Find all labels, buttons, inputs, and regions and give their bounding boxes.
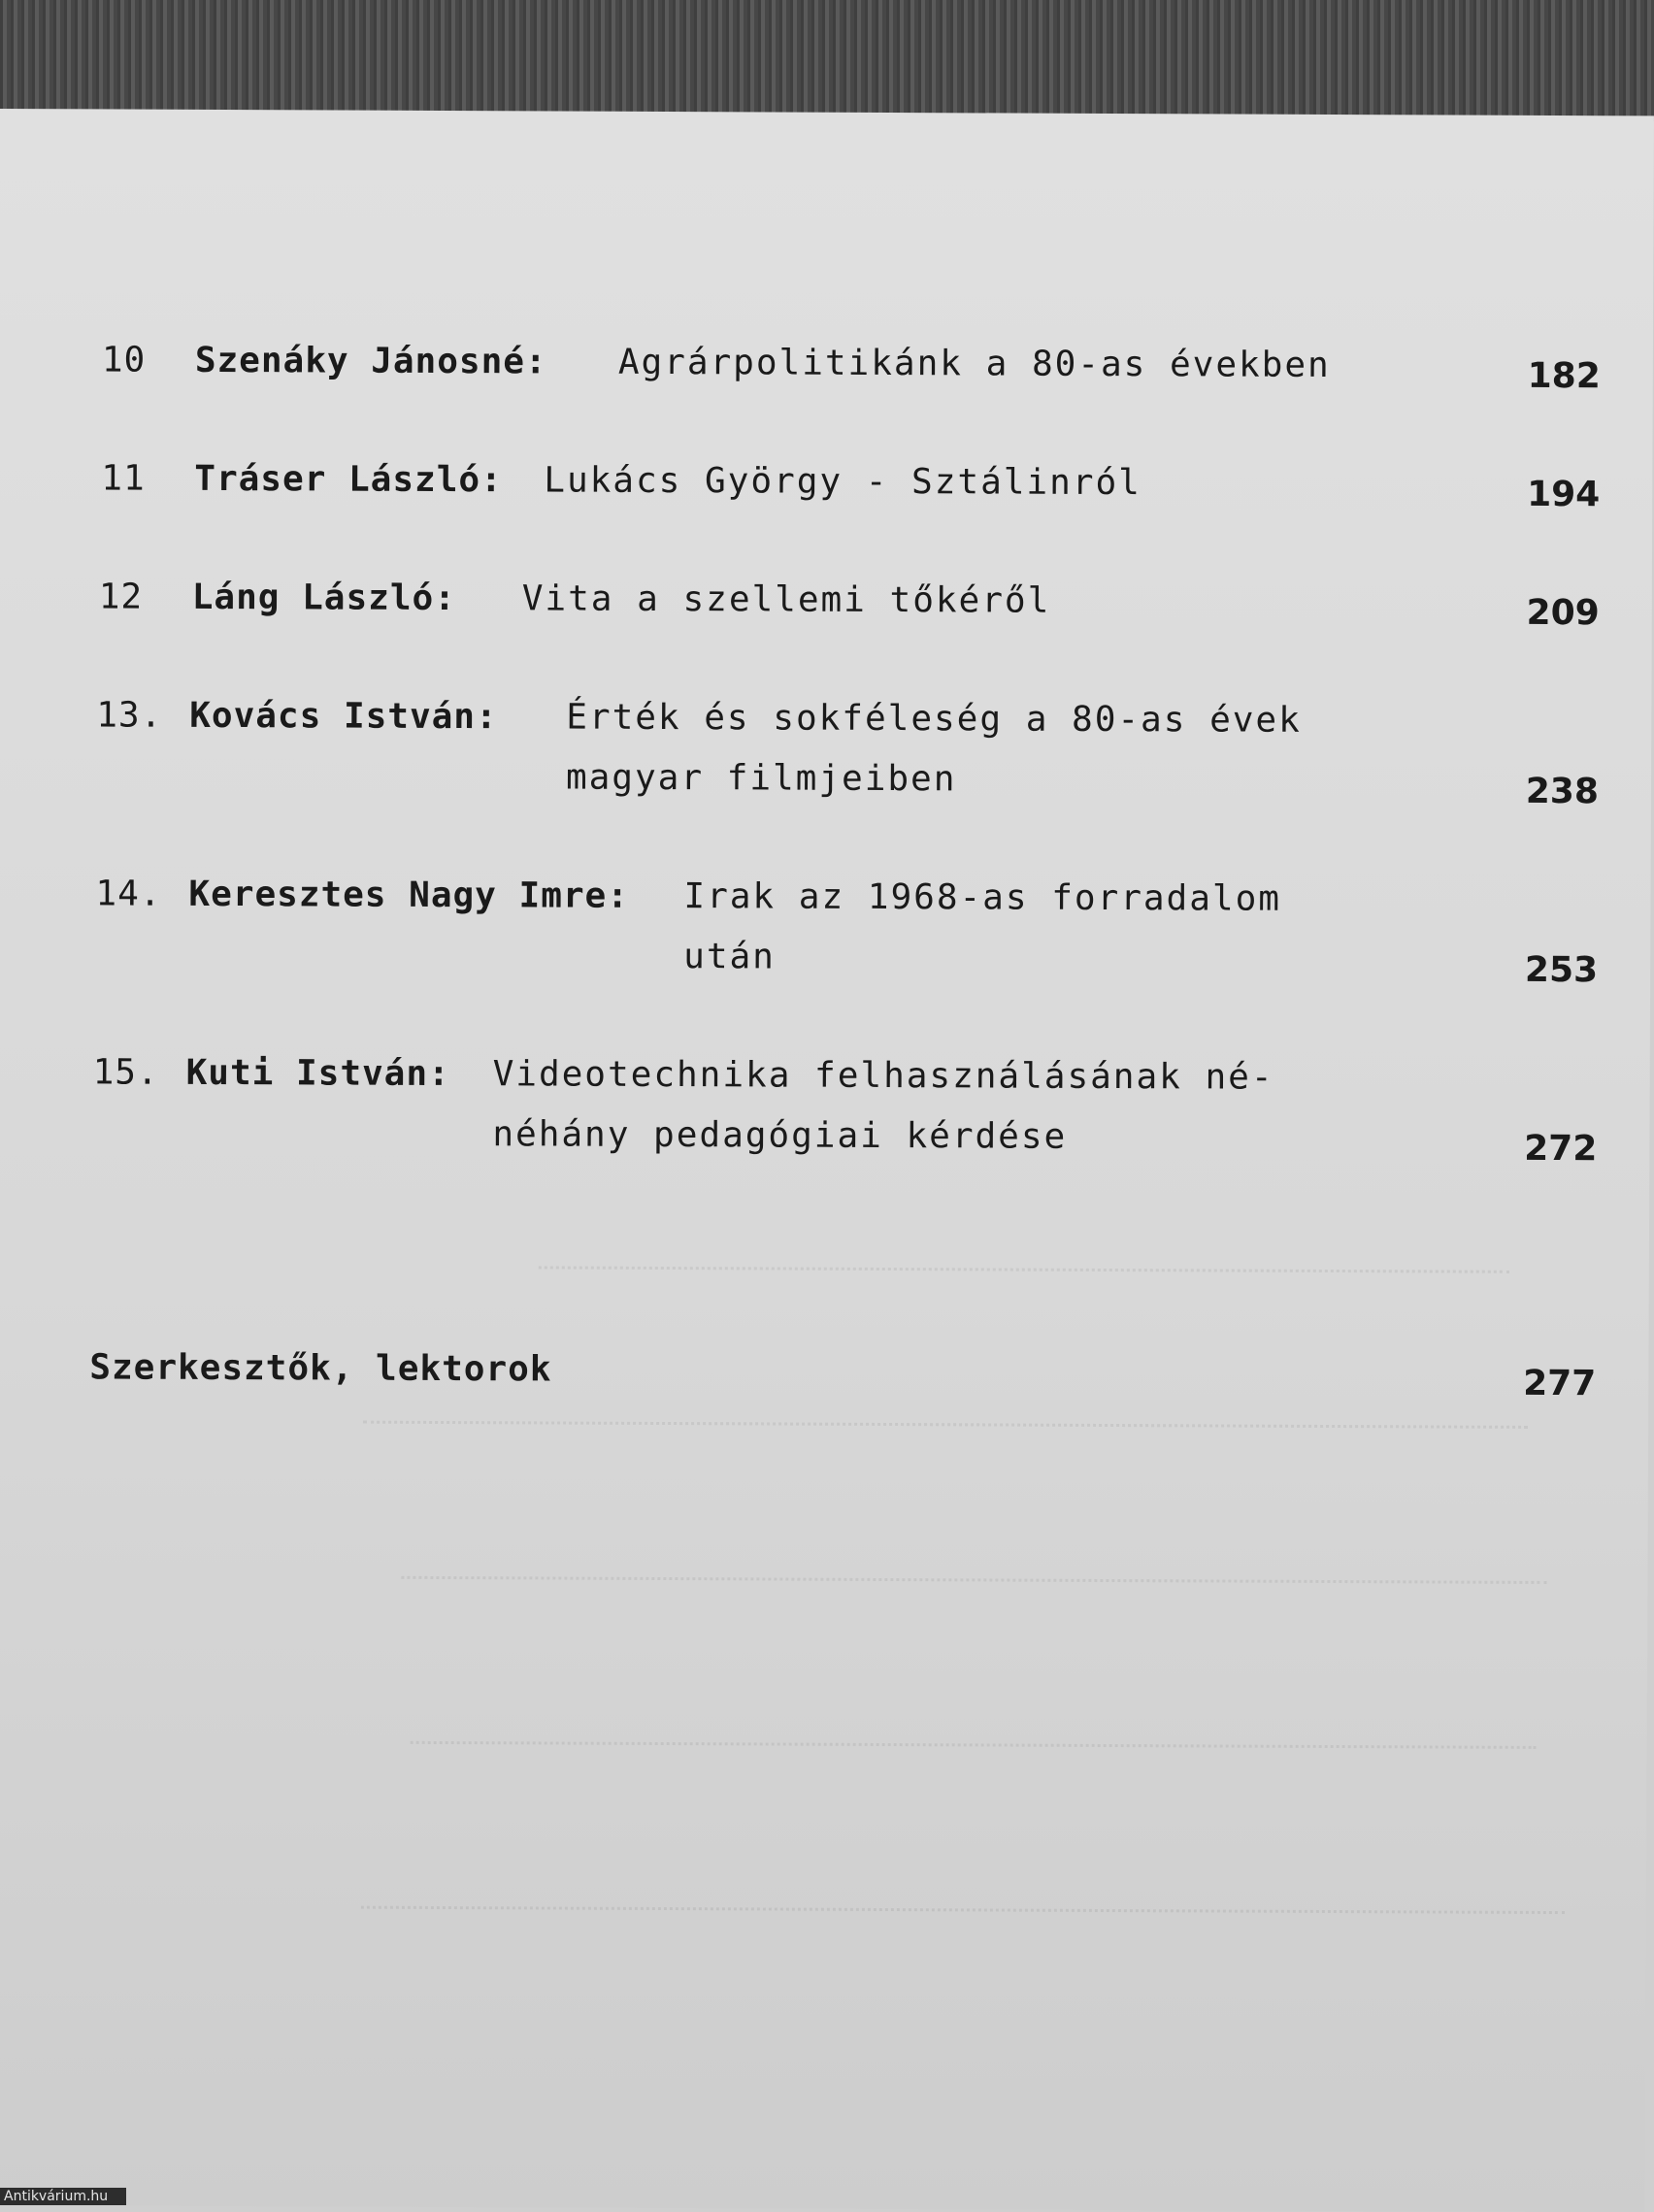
entry-author: Láng László: [191, 577, 456, 619]
entry-title-line: Lukács György - Sztálinról [544, 460, 1141, 504]
show-through-text [539, 1266, 1509, 1311]
entry-number: 11 [101, 458, 146, 499]
toc-entry [0, 1052, 1650, 1170]
entry-title-line: magyar filmjeiben [565, 757, 957, 800]
entry-author: Keresztes Nagy Imre: [188, 874, 630, 916]
entry-author: Szenáky Jánosné: [194, 340, 547, 382]
editors-label: Szerkesztők, lektorok [89, 1347, 552, 1390]
entry-number: 13. [96, 695, 163, 736]
entry-number: 12 [98, 577, 144, 617]
entry-title-line: néhány pedagógiai kérdése [492, 1114, 1068, 1157]
show-through-text [410, 1741, 1536, 1788]
toc-entry [0, 874, 1651, 991]
entry-number: 15. [92, 1052, 159, 1093]
document-page [0, 109, 1654, 2212]
entry-title-line: Videotechnika felhasználásának né- [492, 1054, 1274, 1098]
watermark-label: Antikvárium.hu [0, 2188, 126, 2205]
entry-title-line: Agrárpolitikánk a 80-as években [617, 342, 1331, 385]
toc-entry-editors [0, 1347, 1648, 1404]
toc-entry [0, 577, 1652, 634]
show-through-text [361, 1906, 1565, 1953]
entry-author: Kovács István: [189, 695, 498, 738]
entry-title-line: Vita a szellemi tőkéről [521, 578, 1051, 621]
toc-entry [0, 695, 1651, 812]
entry-title-line: után [683, 937, 776, 977]
entry-title-line: Érték és sokféleség a 80-as évek [566, 697, 1302, 741]
entry-title-line: Irak az 1968-as forradalom [683, 876, 1282, 919]
entry-number: 14. [95, 874, 162, 914]
entry-page-number: 194 [1527, 474, 1601, 515]
scanner-background [0, 0, 1654, 121]
show-through-text [363, 1421, 1528, 1468]
entry-author: Kuti István: [185, 1052, 450, 1095]
entry-page-number: 182 [1527, 355, 1601, 397]
toc-entry [0, 340, 1653, 397]
entry-page-number: 277 [1523, 1363, 1597, 1404]
entry-number: 10 [101, 340, 147, 380]
entry-page-number: 253 [1524, 949, 1599, 991]
entry-page-number: 209 [1526, 592, 1600, 634]
entry-author: Tráser László: [194, 458, 503, 501]
show-through-text [401, 1576, 1546, 1623]
toc-entry [0, 458, 1652, 515]
entry-page-number: 238 [1525, 771, 1600, 812]
entry-page-number: 272 [1524, 1128, 1598, 1170]
